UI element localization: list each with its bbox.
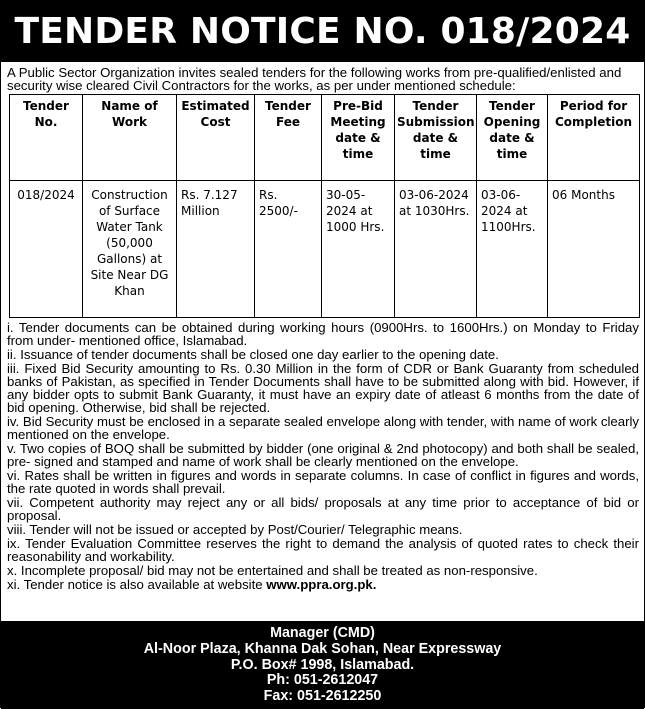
intro-text: A Public Sector Organization invites sealed tenders for the following works from pre-qualified/enlisted and security wise cleared Civil Contractors for the works, as per under mentioned schedule: (7, 65, 622, 93)
table-row (10, 181, 640, 318)
table-header-row (10, 95, 640, 181)
cell-estimated-cost: Rs. 7.127 Million (177, 181, 255, 318)
cell-period: 06 Months (548, 181, 640, 318)
header-tender-fee: Tender Fee (255, 95, 322, 181)
term-item: ii. Issuance of tender documents shall be closed one day earlier to the opening date. (7, 346, 499, 362)
cell-name-of-work: Construction of Surface Water Tank (50,000 Gallons) at Site Near DG Khan (83, 181, 177, 318)
cell-pre-bid-meeting: 30-05-2024 at 1000 Hrs. (322, 181, 395, 318)
contact-address: Al-Noor Plaza, Khanna Dak Sohan, Near Expressway (143, 640, 502, 657)
term-item: x. Incomplete proposal/ bid may not be entertained and shall be treated as non-responsive. (7, 562, 538, 578)
term-item: vii. Competent authority may reject any or all bids/ proposals at any time prior to acceptance of bid or proposal. (7, 494, 639, 523)
term-text: xi. Tender notice is also available at website (7, 577, 267, 593)
header-submission-date: Tender Submission date & time (395, 95, 477, 181)
contact-title: Manager (CMD) (270, 625, 375, 641)
contact-fax: Fax: 051-2612250 (263, 688, 382, 705)
contact-phone: Ph: 051-2612047 (266, 672, 379, 689)
header-name-of-work: Name of Work (83, 95, 177, 181)
term-item: i. Tender documents can be obtained during working hours (0900Hrs. to 1600Hrs.) on Monday to Friday from under- mentioned office, Islamabad. (7, 320, 639, 348)
terms-list (7, 322, 639, 592)
term-item: ix. Tender Evaluation Committee reserves the right to demand the analysis of quoted rates to check their reasonability and workability. (7, 535, 639, 564)
header-period: Period for Completion (548, 95, 640, 181)
term-item: iv. Bid Security must be enclosed in a separate sealed envelope along with tender, with name of work clearly mentioned on the envelope. (7, 413, 639, 442)
schedule-table (9, 94, 640, 318)
term-item: vi. Rates shall be written in figures and words in separate columns. In case of conflict in figures and words, the rate quoted in words shall prevail. (7, 467, 639, 496)
cell-tender-no: 018/2024 (10, 181, 83, 318)
header-opening-date: Tender Opening date & time (477, 95, 548, 181)
term-item: v. Two copies of BOQ shall be submitted by bidder (one original & 2nd photocopy) and both shall be sealed, pre- signed and stamped and name of work shall be clearly mentioned on the envelope. (7, 440, 639, 469)
website-link[interactable]: www.ppra.org.pk. (266, 577, 377, 593)
term-item: iii. Fixed Bid Security amounting to Rs. 0.30 Million in the form of CDR or Bank Guaranty from scheduled banks of Pakistan, as specified in Tender Documents shall have to be submitted along with bid. However, if any bidder opts to submit Bank Guaranty, it must have an expiry date of atleast 6 months from the date of bid opening. Otherwise, bid shall be rejected. (7, 361, 639, 415)
header-tender-no: Tender No. (10, 95, 83, 181)
term-item: viii. Tender will not be issued or accepted by Post/Courier/ Telegraphic means. (7, 521, 463, 537)
header-pre-bid-meeting: Pre-Bid Meeting date & time (322, 95, 395, 181)
header-estimated-cost: Estimated Cost (177, 95, 255, 181)
contact-footer (1, 621, 644, 709)
term-item-website (7, 579, 639, 592)
cell-tender-fee: Rs. 2500/- (255, 181, 322, 318)
notice-title: TENDER NOTICE NO. 018/2024 (1, 1, 644, 62)
cell-opening-date: 03-06-2024 at 1100Hrs. (477, 181, 548, 318)
cell-submission-date: 03-06-2024 at 1030Hrs. (395, 181, 477, 318)
contact-po-box: P.O. Box# 1998, Islamabad. (230, 656, 415, 673)
